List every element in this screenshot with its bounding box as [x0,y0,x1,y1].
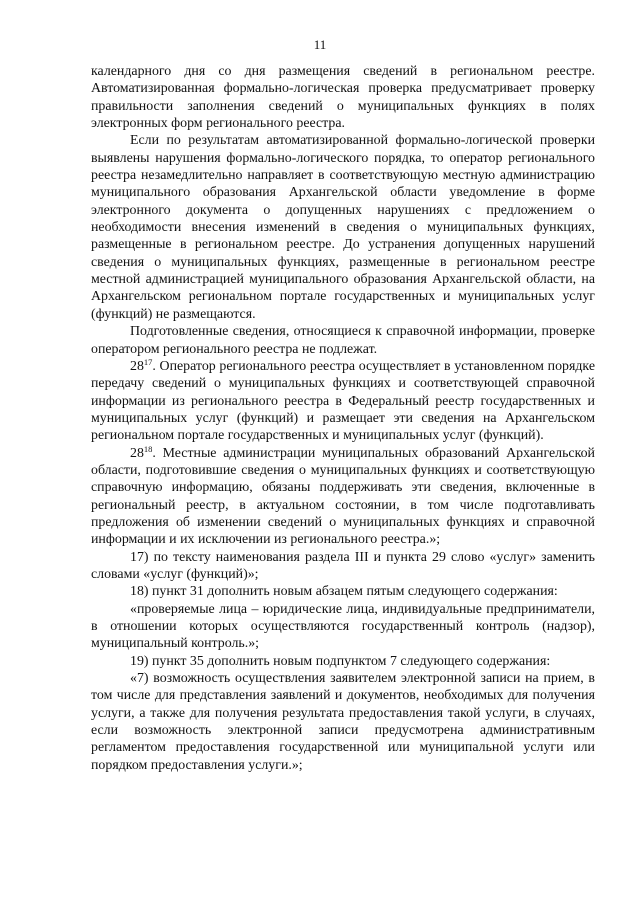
paragraph-text: Местные администрации муниципальных образований Архангельской области, подготовившие сведения о муниципальных функциях и соответствующую справочную информацию, обязаны поддерживать эти сведения, включенные в региональный реестр, в актуальном состоянии, в том числе подготавливать предложения об изменении сведений о муниципальных функциях и справочной информации и их исключении из регионального реестра.»; [91,445,595,548]
paragraph: Если по результатам автоматизированной формально-логической проверки выявлены нарушения формально-логического порядка, то оператор регионального реестра незамедлительно направляет в соответствующую местную администрацию муниципального образования Архангельской области уведомление в форме электронного документа о допущенных нарушениях с предложением о необходимости внесения изменений в сведения о муниципальных функциях, размещенные в региональном реестре. До устранения допущенных нарушений сведения о муниципальных функциях, размещенные в региональном реестре местной администрацией муниципального образования Архангельской области, на Архангельском региональном портале государственных и муниципальных услуг (функций) не размещаются. [91,133,595,322]
paragraph: календарного дня со дня размещения сведений в региональном реестре. Автоматизированная формально-логическая проверка предусматривает проверку правильности заполнения сведений о муниципальных функциях в полях электронных форм регионального реестра. [91,64,595,132]
paragraph: «проверяемые лица – юридические лица, индивидуальные предприниматели, в отношении которых осуществляются государственный контроль (надзор), муниципальный контроль.»; [91,601,595,652]
document-body [91,63,595,774]
page-number: 11 [313,37,327,52]
paragraph: «7) возможность осуществления заявителем электронной записи на прием, в том числе для представления заявлений и документов, необходимых для получения услуги, а также для получения результата предоставления такой услуги, в случаях, если возможность электронной записи предусмотрена административным регламентом предоставления государственной или муниципальной услуги или порядком предоставления услуги.»; [91,671,595,773]
paragraph-item-28-18: $28^{18}$. Местные администрации муниципальных образований Архангельской области, подготовившие сведения о муниципальных функциях и соответствующую справочную информацию, обязаны поддерживать эти сведения, включенные в региональный реестр, в актуальном состоянии, в том числе подготавливать предложения об изменении сведений о муниципальных функциях и справочной информации и их исключении из регионального реестра.»; [91,443,595,548]
item-number-superscript: 18 [143,443,153,454]
item-number: 28 [130,445,144,461]
paragraph: 18) пункт 31 дополнить новым абзацем пятым следующего содержания: [130,584,558,600]
paragraph-text: Оператор регионального реестра осуществляет в установленном порядке передачу сведений о муниципальных функциях и соответствующей справочной информации из регионального реестра в Федеральный реестр государственных и муниципальных услуг (функций) и размещает эти сведения на Архангельском региональном портале государственных и муниципальных услуг (функций). [91,358,595,444]
item-number: 28 [130,358,144,374]
paragraph: 17) по тексту наименования раздела III и пункта 29 слово «услуг» заменить словами «услуг (функций)»; [91,549,595,582]
paragraph-item-28-17: $28^{17}$. Оператор регионального реестра осуществляет в установленном порядке передачу сведений о муниципальных функциях и соответствующей справочной информации из регионального реестра в Федеральный реестр государственных и муниципальных услуг (функций) и размещает эти сведения на Архангельском региональном портале государственных и муниципальных услуг (функций). [91,356,595,444]
item-number-superscript: 17 [143,356,153,367]
paragraph: 19) пункт 35 дополнить новым подпунктом 7 следующего содержания: [130,653,551,669]
paragraph: Подготовленные сведения, относящиеся к справочной информации, проверке оператором регионального реестра не подлежат. [91,324,595,357]
